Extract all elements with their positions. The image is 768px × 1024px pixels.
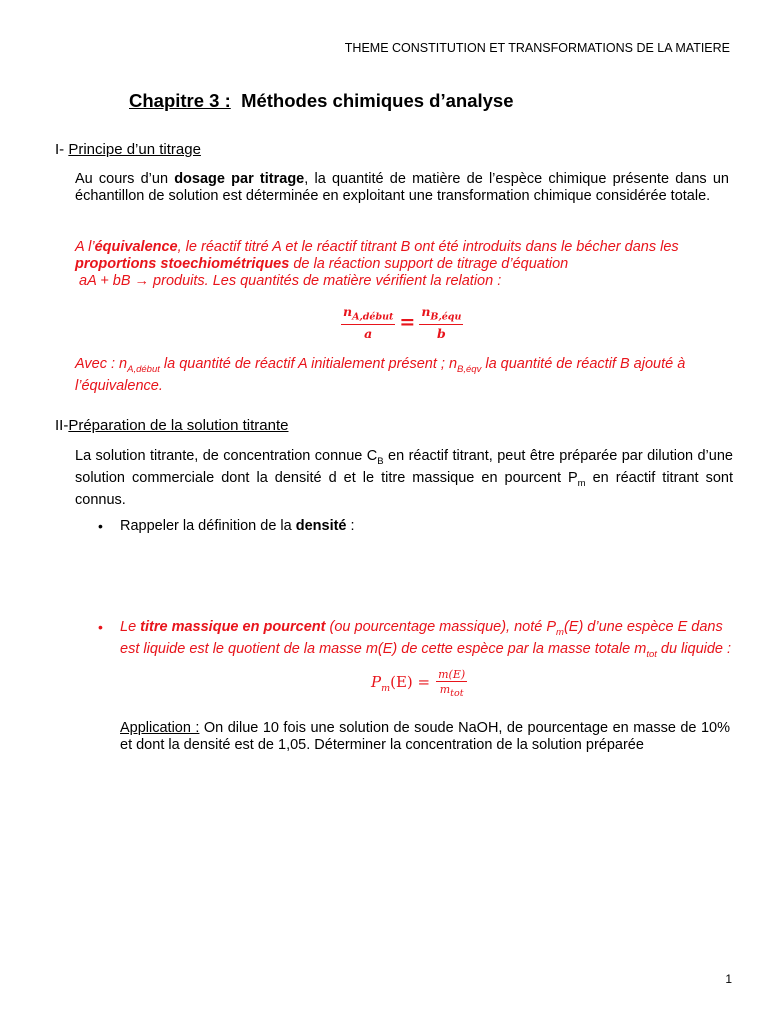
text-run: en réactif titrant, peut être préparée par dilution d’une solution commerciale dont la densité d et le titre massique en pourcent P — [75, 448, 733, 486]
page-header: THEME CONSTITUTION ET TRANSFORMATIONS DE LA MATIERE — [344, 41, 730, 55]
fraction-right-denominator: b — [436, 325, 446, 341]
section-2-paragraph-1 — [75, 448, 733, 509]
subscript: B,éqv — [457, 363, 482, 375]
page-number: 1 — [725, 972, 732, 986]
fraction-left — [341, 304, 395, 341]
section-1-title: Principe d’un titrage — [68, 141, 201, 158]
fraction-left-numerator: $n_{A,début}$ — [343, 304, 394, 323]
chapter-title — [129, 90, 514, 112]
equals-sign: = — [399, 311, 416, 334]
text-run: en réactif titrant sont connus. — [75, 469, 733, 508]
subscript: B — [377, 455, 384, 467]
section-1-paragraph-avec — [75, 356, 735, 395]
bullet-titre-massique — [120, 619, 740, 663]
bold-term-densite: densité — [295, 518, 347, 534]
application-label: Application : — [120, 720, 200, 736]
section-1-heading — [55, 141, 201, 158]
fraction-left-denominator: a — [364, 325, 373, 341]
text-run: , le réactif titré A et le réactif titrant B ont été introduits dans le bécher dans les — [177, 239, 679, 255]
formula-numerator: m(E) — [438, 668, 466, 681]
reaction-equation-line: aA + bB → produits. Les quantités de matière vérifient la relation : — [79, 273, 502, 289]
equivalence-relation — [341, 304, 463, 341]
bold-term-titre-massique: titre massique en pourcent — [140, 619, 326, 635]
text-run: Le — [120, 619, 141, 635]
subscript: tot — [646, 648, 657, 660]
section-2-title: Préparation de la solution titrante — [68, 417, 289, 434]
text-run: Au cours d’un — [75, 171, 175, 187]
bold-term-equivalence: équivalence — [94, 239, 178, 255]
application-paragraph — [120, 720, 730, 754]
text-run: : — [346, 518, 355, 534]
fraction-right-numerator: $n_{B,équ}$ — [421, 304, 462, 323]
bullet-densite — [120, 518, 720, 535]
section-1-number: I- — [55, 141, 65, 158]
fraction-right — [419, 304, 463, 341]
text-run: de la réaction support de titrage d’équation — [289, 256, 569, 272]
section-2-number: II- — [55, 417, 69, 434]
subscript: m — [577, 477, 586, 489]
text-run: A l’ — [75, 239, 95, 255]
bold-term-proportions: proportions stoechiométriques — [75, 256, 290, 272]
text-run: La solution titrante, de concentration connue C — [75, 448, 378, 464]
chapter-name: Méthodes chimiques d’analyse — [241, 90, 514, 111]
bullet-marker: • — [98, 518, 103, 534]
chapter-number: Chapitre 3 : — [129, 90, 231, 111]
text-run: Rappeler la définition de la — [120, 518, 296, 534]
subscript: A,début — [127, 363, 160, 375]
text-run: (ou pourcentage massique), noté P — [325, 619, 557, 635]
text-run: la quantité de réactif B ajouté à l’équivalence. — [75, 356, 686, 394]
section-1-paragraph-1 — [75, 171, 729, 205]
text-run: (E) d’une espèce E dans est liquide est le quotient de la masse m(E) de cette espèce par la masse totale m — [120, 619, 723, 657]
text-run: du liquide : — [656, 640, 732, 657]
bold-term-dosage: dosage par titrage — [174, 171, 305, 187]
formula-lhs: $P_m(E)$ = — [371, 673, 431, 695]
section-2-heading — [55, 417, 288, 434]
subscript: m — [556, 626, 564, 638]
formula-denominator: $m_{tot}$ — [439, 683, 464, 700]
bullet-marker: • — [98, 619, 103, 635]
mass-percent-formula — [371, 668, 467, 699]
text-run: On dilue 10 fois une solution de soude NaOH, de pourcentage en masse de 10% et dont la densité est de 1,05. Déterminer la concentration de la solution préparée — [120, 720, 730, 753]
text-run: , la quantité de matière de l’espèce chimique présente dans un échantillon de solution est déterminée en exploitant une transformation chimique considérée totale. — [75, 171, 729, 204]
section-1-paragraph-equivalence — [75, 239, 735, 290]
text-run: Avec : n — [75, 356, 128, 372]
text-run: la quantité de réactif A initialement présent ; n — [159, 356, 458, 372]
formula-fraction — [436, 668, 467, 699]
